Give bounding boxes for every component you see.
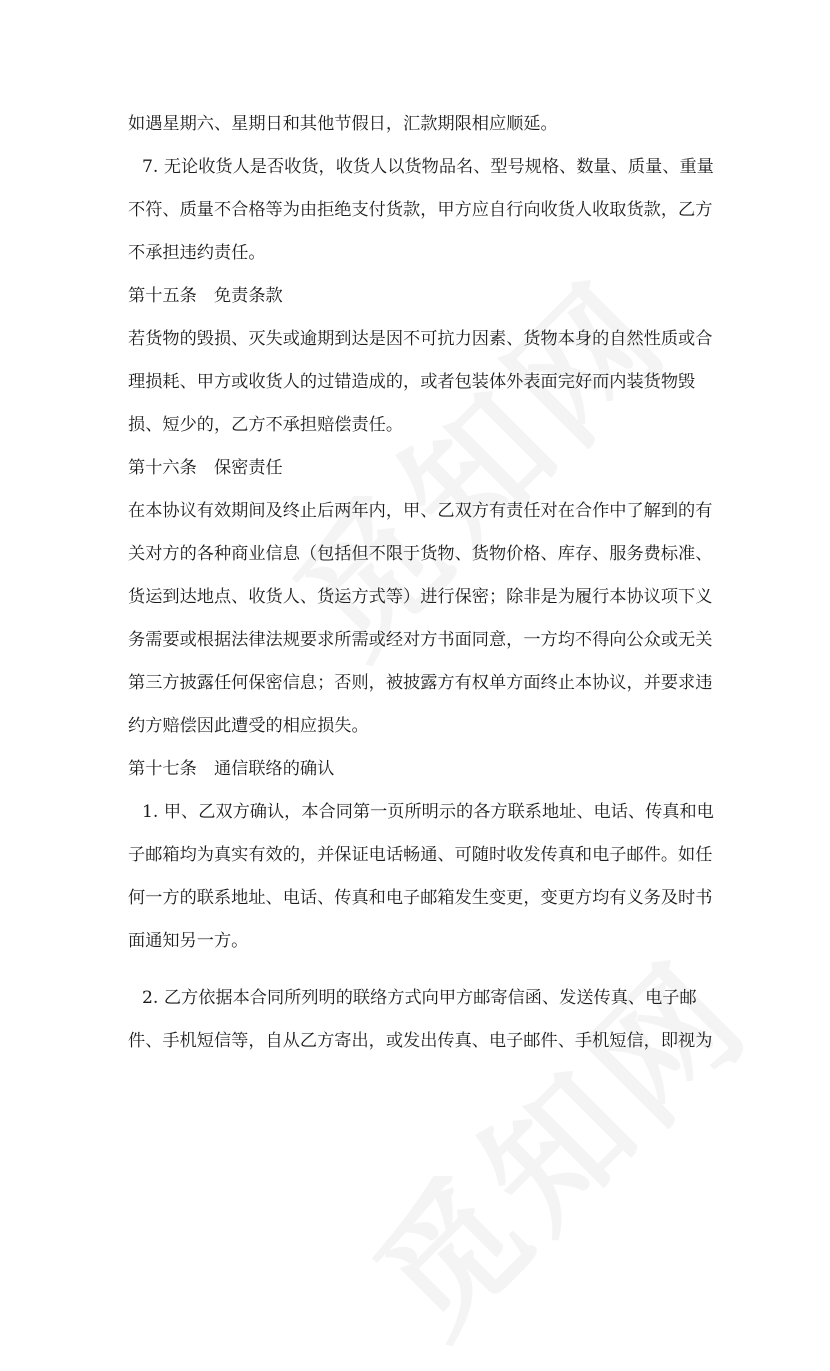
text-line: 子邮箱均为真实有效的，并保证电话畅通、可随时收发传真和电子邮件。如任 [128,845,713,865]
text-line: 件、手机短信等，自从乙方寄出，或发出传真、电子邮件、手机短信，即视为 [128,1031,713,1051]
clause-item-2: 2. 乙方依据本合同所列明的联络方式向甲方邮寄信函、发送传真、电子邮 [142,988,697,1008]
article-heading-15: 第十五条 免责条款 [128,286,283,306]
text-line: 损、短少的，乙方不承担赔偿责任。 [128,415,404,435]
text-line: 何一方的联系地址、电话、传真和电子邮箱发生变更，变更方均有义务及时书 [128,888,713,908]
text-line: 约方赔偿因此遭受的相应损失。 [128,716,369,736]
clause-item-7: 7. 无论收货人是否收货，收货人以货物品名、型号规格、数量、质量、重量 [142,157,714,177]
text-line: 面通知另一方。 [128,931,249,951]
text-line: 第三方披露任何保密信息；否则，被披露方有权单方面终止本协议，并要求违 [128,673,713,693]
clause-item-1: 1. 甲、乙双方确认，本合同第一页所明示的各方联系地址、电话、传真和电 [142,802,714,822]
text-line: 关对方的各种商业信息（包括但不限于货物、货物价格、库存、服务费标准、 [128,544,713,564]
text-line: 如遇星期六、星期日和其他节假日，汇款期限相应顺延。 [128,114,558,134]
text-line: 务需要或根据法律法规要求所需或经对方书面同意，一方均不得向公众或无关 [128,630,713,650]
article-heading-17: 第十七条 通信联络的确认 [128,759,335,779]
text-line: 理损耗、甲方或收货人的过错造成的，或者包装体外表面完好而内装货物毁 [128,372,696,392]
text-line: 不符、质量不合格等为由拒绝支付货款，甲方应自行向收货人收取货款，乙方 [128,200,713,220]
article-heading-16: 第十六条 保密责任 [128,458,283,478]
text-line: 若货物的毁损、灭失或逾期到达是因不可抗力因素、货物本身的自然性质或合 [128,329,713,349]
text-line: 在本协议有效期间及终止后两年内，甲、乙双方有责任对在合作中了解到的有 [128,501,713,521]
text-line: 货运到达地点、收货人、货运方式等）进行保密；除非是为履行本协议项下义 [128,587,713,607]
text-line: 不承担违约责任。 [128,243,266,263]
